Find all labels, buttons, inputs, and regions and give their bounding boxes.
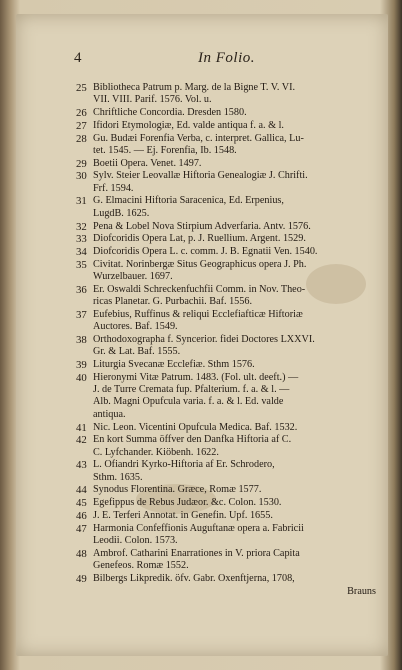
catalog-entry — [76, 82, 376, 107]
catchword-row — [76, 586, 376, 598]
catalog-entry — [76, 120, 376, 132]
catalog-entry — [76, 422, 376, 434]
entry-number: 34 — [76, 245, 87, 258]
catalog-entry — [76, 107, 376, 119]
entry-text-line: Genefeos. Romæ 1552. — [93, 560, 189, 572]
entry-text-line: Gr. & Lat. Baf. 1555. — [93, 346, 181, 358]
entry-text-line: Ambrof. Catharini Enarrationes in V. priora Capita — [93, 547, 300, 559]
entry-text-line: G. Elmacini Hiftoria Saracenica, Ed. Erpenius, — [93, 195, 284, 207]
entry-number: 41 — [76, 421, 87, 434]
entry-number: 35 — [76, 258, 87, 271]
entry-number: 45 — [76, 497, 87, 510]
catalog-entry — [76, 158, 376, 170]
entry-text-line: Diofcoridis Opera Lat, p. J. Ruellium. Argent. 1529. — [93, 233, 306, 245]
entry-text-line: Hieronymi Vitæ Patrum. 1483. (Fol. ult. deeft.) — — [93, 371, 299, 383]
entry-text-line: Civitat. Norinbergæ Situs Geographicus opera J. Ph. — [93, 258, 307, 270]
entry-text-line: VII. VIII. Parif. 1576. Vol. u. — [93, 94, 212, 106]
entry-text-line: L. Ofiandri Kyrko-Hiftoria af Er. Schrodero, — [93, 459, 275, 471]
catalog-entry — [76, 548, 376, 573]
catalog-entry — [76, 573, 376, 585]
entry-text-line: Liturgia Svecanæ Ecclefiæ. Sthm 1576. — [93, 359, 255, 371]
entry-text-line: Eufebius, Ruffinus & reliqui Ecclefiafticæ Hiftoriæ — [93, 308, 303, 320]
entry-number: 38 — [76, 333, 87, 346]
catalog-entries — [76, 82, 376, 598]
entry-text-line: Ifidori Etymologiæ, Ed. valde antiqua f. a. & l. — [93, 119, 284, 131]
entry-text-line: Sylv. Steier Leovallæ Hiftoria Genealogiæ J. Chrifti. — [93, 170, 308, 182]
entry-text-line: J. de Turre Cremata fup. Pfalterium. f. a. & l. — — [93, 384, 290, 396]
entry-number: 32 — [76, 220, 87, 233]
entry-text-line: En kort Summa öffver den Danfka Hiftoria af C. — [93, 434, 292, 446]
entry-number: 39 — [76, 359, 87, 372]
entry-number: 27 — [76, 119, 87, 132]
entry-number: 36 — [76, 283, 87, 296]
entry-text-line: Alb. Magni Opufcula varia. f. a. & l. Ed. valde — [93, 396, 284, 408]
entry-text-line: antiqua. — [93, 408, 126, 420]
catalog-entry — [76, 221, 376, 233]
entry-number: 42 — [76, 434, 87, 447]
entry-number: 46 — [76, 509, 87, 522]
entry-text-line: Bibliotheca Patrum p. Marg. de la Bigne T. V. VI. — [93, 82, 296, 93]
entry-number: 26 — [76, 107, 87, 120]
entry-text-line: J. E. Terferi Annotat. in Genefin. Upf. 1655. — [93, 509, 273, 521]
catalog-entry — [76, 497, 376, 509]
catalog-entry — [76, 170, 376, 195]
catalog-entry — [76, 484, 376, 496]
entry-text-line: Egefippus de Rebus Judæor. &c. Colon. 1530. — [93, 497, 282, 509]
catalog-entry — [76, 233, 376, 245]
entry-number: 43 — [76, 459, 87, 472]
entry-number: 29 — [76, 157, 87, 170]
catalog-entry — [76, 359, 376, 371]
entry-text-line: Boetii Opera. Venet. 1497. — [93, 157, 202, 169]
catalog-entry — [76, 133, 376, 158]
entry-text-line: Bilbergs Likpredik. öfv. Gabr. Oxenftjerna, 1708, — [93, 572, 295, 584]
entry-text-line: Chriftliche Concordia. Dresden 1580. — [93, 107, 247, 119]
entry-text-line: C. Lyfchander. Kiöbenh. 1622. — [93, 446, 219, 458]
entry-number: 37 — [76, 308, 87, 321]
catalog-entry — [76, 195, 376, 220]
entry-text-line: Er. Oswaldi Schreckenfuchfii Comm. in Nov. Theo- — [93, 283, 306, 295]
entry-number: 47 — [76, 522, 87, 535]
catchword: Brauns — [347, 585, 376, 597]
entry-number: 40 — [76, 371, 87, 384]
entry-number: 33 — [76, 233, 87, 246]
page-header — [16, 50, 388, 70]
entry-text-line: ricas Planetar. G. Purbachii. Baf. 1556. — [93, 296, 252, 308]
entry-number: 49 — [76, 572, 87, 585]
catalog-entry — [76, 372, 376, 421]
entry-number: 31 — [76, 195, 87, 208]
page-number: 4 — [74, 50, 82, 66]
catalog-entry — [76, 309, 376, 334]
catalog-entry — [76, 284, 376, 309]
catalog-entry — [76, 434, 376, 459]
entry-text-line: Synodus Florentina. Græce, Romæ 1577. — [93, 484, 262, 496]
entry-text-line: Frf. 1594. — [93, 182, 134, 194]
entry-number: 30 — [76, 170, 87, 183]
entry-text-line: tet. 1545. — Ej. Forenfia, Ib. 1548. — [93, 144, 237, 156]
entry-number: 48 — [76, 547, 87, 560]
catalog-entry — [76, 259, 376, 284]
entry-number: 28 — [76, 132, 87, 145]
entry-text-line: Auctores. Baf. 1549. — [93, 321, 178, 333]
entry-text-line: Pena & Lobel Nova Stirpium Adverfaria. Antv. 1576. — [93, 220, 311, 232]
entry-number: 25 — [76, 82, 87, 94]
entry-text-line: Diofcoridis Opera L. c. comm. J. B. Egnatii Ven. 1540. — [93, 245, 318, 257]
entry-text-line: Leodii. Colon. 1573. — [93, 534, 178, 546]
catalog-entry — [76, 334, 376, 359]
entry-text-line: Sthm. 1635. — [93, 471, 143, 483]
entry-text-line: Orthodoxographa f. Syncerior. fidei Doctores LXXVI. — [93, 333, 315, 345]
catalog-entry — [76, 459, 376, 484]
entry-text-line: LugdB. 1625. — [93, 207, 150, 219]
catalog-entry — [76, 523, 376, 548]
entry-text-line: Gu. Budæi Forenfia Verba, c. interpret. Gallica, Lu- — [93, 132, 304, 144]
running-title: In Folio. — [198, 50, 255, 66]
catalog-entry — [76, 510, 376, 522]
entry-number: 44 — [76, 484, 87, 497]
entry-text-line: Nic. Leon. Vicentini Opufcula Medica. Baf. 1532. — [93, 421, 298, 433]
entry-text-line: Harmonia Confeffionis Auguftanæ opera a. Fabricii — [93, 522, 304, 534]
entry-text-line: Wurzelbauer. 1697. — [93, 271, 173, 283]
catalog-entry — [76, 246, 376, 258]
